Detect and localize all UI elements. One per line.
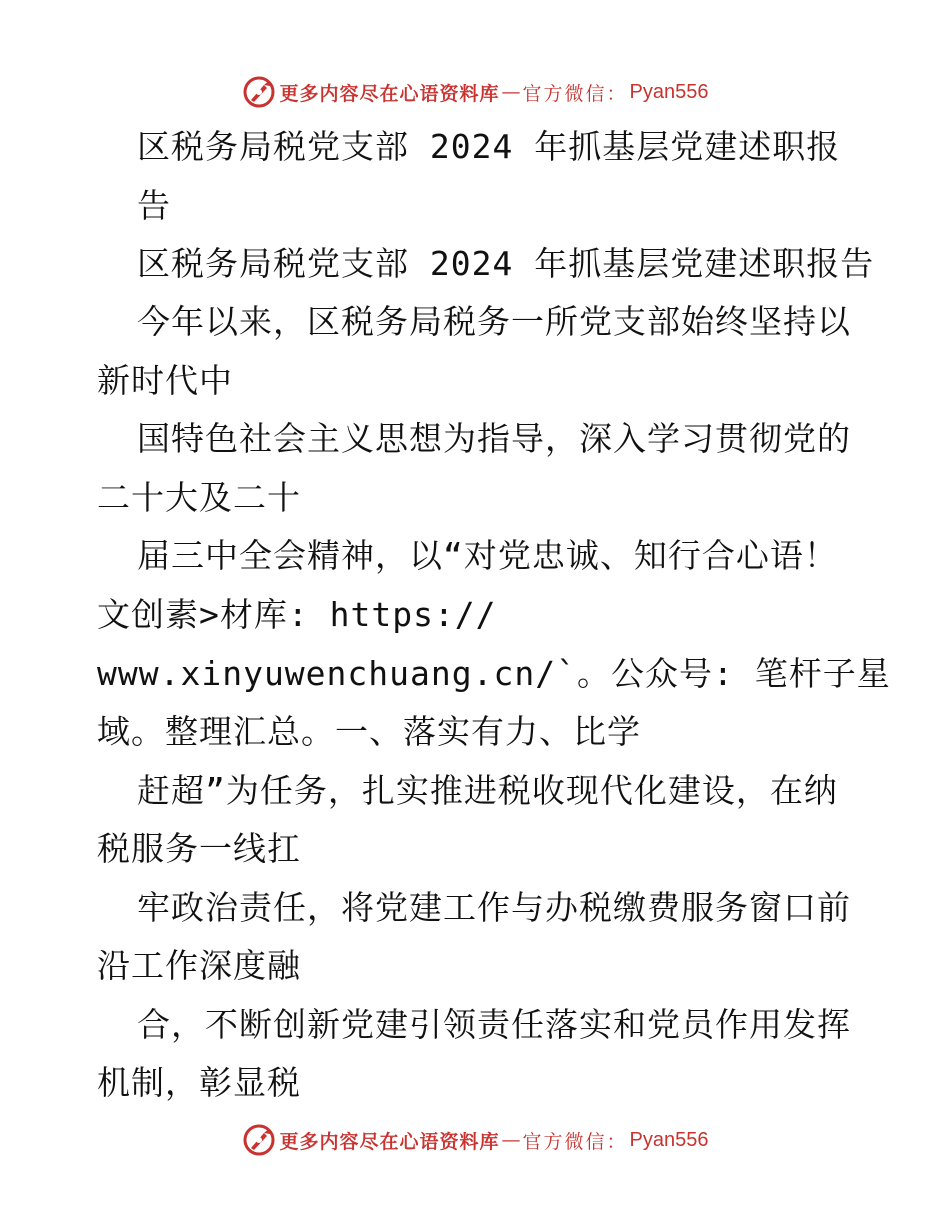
paragraph-line: 届三中全会精神，以“对党忠诚、知行合心语！ (137, 536, 838, 575)
paragraph-line: 新时代中 (97, 361, 233, 400)
banner-wechat-id: Pyan556 (629, 80, 709, 103)
document-subtitle-line: 区税务局税党支部 2024 年抓基层党建述职报告 (137, 244, 875, 283)
paragraph-line: 沿工作深度融 (97, 946, 301, 985)
paragraph-line: 文创素>材库: https:// (97, 595, 497, 634)
paragraph-line: www.xinyuwenchuang.cn/`。公众号: 笔杆子星 (97, 654, 891, 693)
footer-watermark-banner (0, 1120, 950, 1160)
banner-separator: — (501, 81, 521, 103)
banner-wechat-id: Pyan556 (629, 1128, 709, 1151)
banner-wechat-label: 官方微信： (522, 1130, 628, 1153)
paragraph-line: 机制，彰显税 (97, 1063, 301, 1102)
paragraph-line: 二十大及二十 (97, 478, 301, 517)
document-title-line: 区税务局税党支部 2024 年抓基层党建述职报 (137, 127, 841, 166)
paragraph-line: 国特色社会主义思想为指导，深入学习贯彻党的 (137, 419, 851, 458)
banner-main-text: 更多内容尽在心语资料库 (279, 1130, 500, 1153)
quill-pen-logo-icon (242, 1123, 276, 1157)
paragraph-line: 合，不断创新党建引领责任落实和党员作用发挥 (137, 1005, 851, 1044)
paragraph-line: 域。整理汇总。一、落实有力、比学 (97, 712, 641, 751)
banner-separator: — (501, 1129, 521, 1151)
paragraph-line: 牢政治责任，将党建工作与办税缴费服务窗口前 (137, 888, 851, 927)
banner-wechat-label: 官方微信： (522, 82, 628, 105)
banner-main-text: 更多内容尽在心语资料库 (279, 82, 500, 105)
header-watermark-banner (0, 72, 950, 112)
quill-pen-logo-icon (242, 75, 276, 109)
paragraph-line: 赶超”为任务，扎实推进税收现代化建设，在纳 (137, 771, 838, 810)
paragraph-line: 税服务一线扛 (97, 829, 301, 868)
document-title-line: 告 (137, 186, 171, 225)
paragraph-line: 今年以来，区税务局税务一所党支部始终坚持以 (137, 302, 851, 341)
